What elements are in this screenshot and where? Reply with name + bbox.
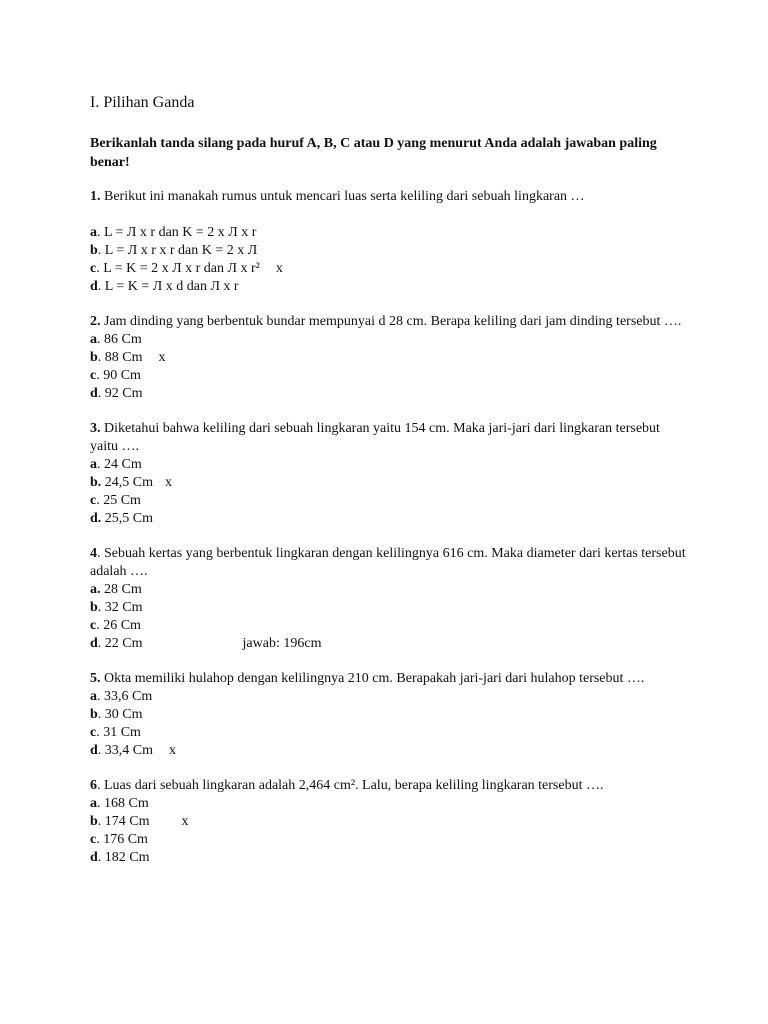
option-d: d. 25,5 Cm <box>90 511 154 526</box>
option-a: a. 24 Cm <box>90 457 142 472</box>
option-a: a. L = Л x r dan K = 2 x Л x r <box>90 225 257 240</box>
question-text: 6. Luas dari sebuah lingkaran adalah 2,464 cm². Lalu, berapa keliling lingkaran tersebut …. <box>90 778 604 793</box>
question-3 <box>90 420 690 528</box>
option-d: d. 33,4 Cm x <box>90 743 177 758</box>
question-5 <box>90 670 690 760</box>
option-c: c. 25 Cm <box>90 493 141 508</box>
option-d: d. 182 Cm <box>90 850 150 865</box>
option-c: c. 90 Cm <box>90 368 141 383</box>
question-number: 6 <box>90 778 97 793</box>
question-4 <box>90 545 690 653</box>
option-d: d. 92 Cm <box>90 386 143 401</box>
question-number: 2. <box>90 314 101 329</box>
question-text: 3. Diketahui bahwa keliling dari sebuah lingkaran yaitu 154 cm. Maka jari-jari dari lingkaran tersebut yaitu …. <box>90 421 660 454</box>
question-number: 4 <box>90 546 97 561</box>
option-b: b. 24,5 Cm x <box>90 475 173 490</box>
option-a: a. 86 Cm <box>90 332 142 347</box>
answer-mark: x <box>181 814 189 829</box>
option-b: b. 32 Cm <box>90 600 143 615</box>
worksheet-page <box>90 92 690 884</box>
answer-mark: x <box>165 475 173 490</box>
option-b: b. 30 Cm <box>90 707 143 722</box>
instruction-text: Berikanlah tanda silang pada huruf A, B, C atau D yang menurut Anda adalah jawaban paling benar! <box>90 136 657 170</box>
option-c: c. L = K = 2 x Л x r dan Л x r² x <box>90 261 283 276</box>
option-c: c. 31 Cm <box>90 725 141 740</box>
question-2 <box>90 313 690 403</box>
question-1 <box>90 188 690 296</box>
option-c: c. 176 Cm <box>90 832 148 847</box>
option-b: b. 88 Cm x <box>90 350 166 365</box>
question-text: 1. Berikut ini manakah rumus untuk mencari luas serta keliling dari sebuah lingkaran … <box>90 189 585 204</box>
question-text: 5. Okta memiliki hulahop dengan kelilingnya 210 cm. Berapakah jari-jari dari hulahop tersebut …. <box>90 671 645 686</box>
question-6 <box>90 777 690 867</box>
option-d: d. L = K = Л x d dan Л x r <box>90 279 239 294</box>
option-a: a. 168 Cm <box>90 796 149 811</box>
section-title: I. Pilihan Ganda <box>90 94 195 111</box>
answer-note: jawab: 196cm <box>242 636 322 651</box>
option-b: b. L = Л x r x r dan K = 2 x Л <box>90 243 258 258</box>
question-number: 3. <box>90 421 101 436</box>
answer-mark: x <box>275 261 283 276</box>
option-c: c. 26 Cm <box>90 618 141 633</box>
question-text: 2. Jam dinding yang berbentuk bundar mempunyai d 28 cm. Berapa keliling dari jam dinding tersebut …. <box>90 314 682 329</box>
question-number: 5. <box>90 671 101 686</box>
question-number: 1. <box>90 189 101 204</box>
option-a: a. 28 Cm <box>90 582 142 597</box>
answer-mark: x <box>158 350 166 365</box>
question-text: 4. Sebuah kertas yang berbentuk lingkaran dengan kelilingnya 616 cm. Maka diameter dari kertas tersebut adalah …. <box>90 546 686 579</box>
option-b: b. 174 Cm x <box>90 814 189 829</box>
option-a: a. 33,6 Cm <box>90 689 153 704</box>
answer-mark: x <box>169 743 177 758</box>
option-d: d. 22 Cm jawab: 196cm <box>90 636 322 651</box>
